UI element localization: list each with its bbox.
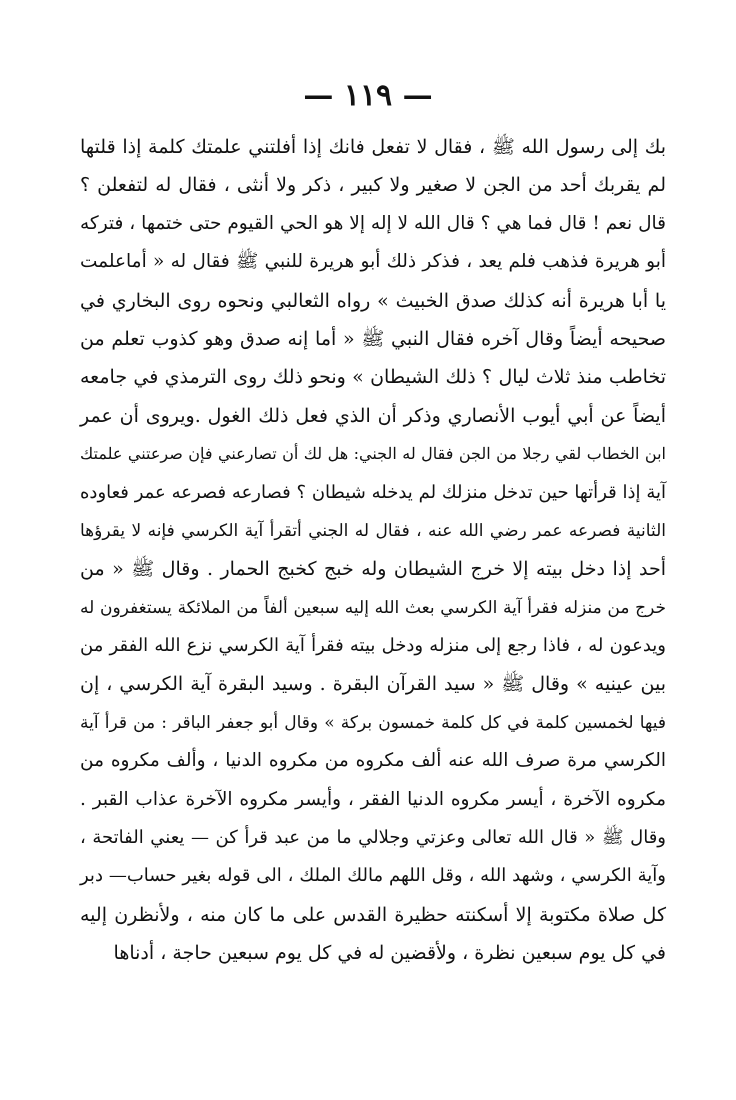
text-line: وآية الكرسي ، وشهد الله ، وقل اللهم مالك الملك ، الى قوله بغير حساب— دبر [80,865,666,887]
text-line: الثانية فصرعه عمر رضي الله عنه ، فقال له الجني أتقرأ آية الكرسي فإنه لا يقرؤها [80,520,666,541]
text-line: يا أبا هريرة أنه كذلك صدق الخبيث » رواه الثعالبي ونحوه روى البخاري في [80,289,666,312]
text-line: مكروه الآخرة ، أيسر مكروه الدنيا الفقر ، وأيسر مكروه الآخرة عذاب القبر . [80,788,666,810]
text-line: خرج من منزله فقرأ آية الكرسي بعث الله إليه سبعين ألفاً من الملائكة يستغفرون له [80,597,666,618]
text-line: لم يقربك أحد من الجن لا صغير ولا كبير ، ذكر ولا أنثى ، فقال له لتفعلن ؟ [80,174,666,197]
text-line: الكرسي مرة صرف الله عنه ألف مكروه من مكروه الدنيا ، وألف مكروه من [80,750,666,772]
text-line: بين عينيه » وقال ﷺ « سيد القرآن البقرة . وسيد البقرة آية الكرسي ، إن [80,673,666,696]
text-line: تخاطب منذ ثلاث ليال ؟ ذلك الشيطان » ونحو ذلك روى الترمذي في جامعه [80,366,666,389]
text-line: أحد إذا دخل بيته إلا خرج الشيطان وله خبج كخبج الحمار . وقال ﷺ « من [80,558,666,581]
page-number: — ١١٩ — [303,78,433,113]
text-line: ابن الخطاب لقي رجلا من الجن فقال له الجني: هل لك أن تصارعني فإن صرعتني علمتك [80,444,667,464]
text-line: أيضاً عن أبي أيوب الأنصاري وذكر أن الذي فعل ذلك الغول .ويروى أن عمر [80,404,666,427]
text-line: آية إذا قرأتها حين تدخل منزلك لم يدخله شيطان ؟ فصارعه فصرعه عمر فعاوده [80,481,666,503]
text-line: فيها لخمسين كلمة في كل كلمة خمسون بركة » وقال أبو جعفر الباقر : من قرأ آية [80,712,666,733]
text-line: قال نعم ! قال فما هي ؟ قال الله لا إله إلا هو الحي القيوم حتى ختمها ، فتركه [80,212,666,234]
text-line: ويدعون له ، فاذا رجع إلى منزله ودخل بيته فقرأ آية الكرسي نزع الله الفقر من [80,635,666,657]
text-line: أبو هريرة فذهب فلم يعد ، فذكر ذلك أبو هريرة للنبي ﷺ فقال له « أماعلمت [80,251,666,273]
text-line: كل صلاة مكتوبة إلا أسكنته حظيرة القدس على ما كان منه ، ولأنظرن إليه [80,903,666,926]
text-line: وقال ﷺ « قال الله تعالى وعزتي وجلالي ما من عبد قرأ كن — يعني الفاتحة ، [80,827,666,849]
text-line: صحيحه أيضاً وقال آخره فقال النبي ﷺ « أما إنه صدق وهو كذوب تعلم من [80,327,666,350]
text-line: في كل يوم سبعين نظرة ، ولأقضين له في كل يوم سبعين حاجة ، أدناها [113,942,666,965]
text-line: بك إلى رسول الله ﷺ ، فقال لا تفعل فانك إذا أفلتني علمتك كلمة إذا قلتها [80,136,666,158]
body-text [80,128,666,973]
